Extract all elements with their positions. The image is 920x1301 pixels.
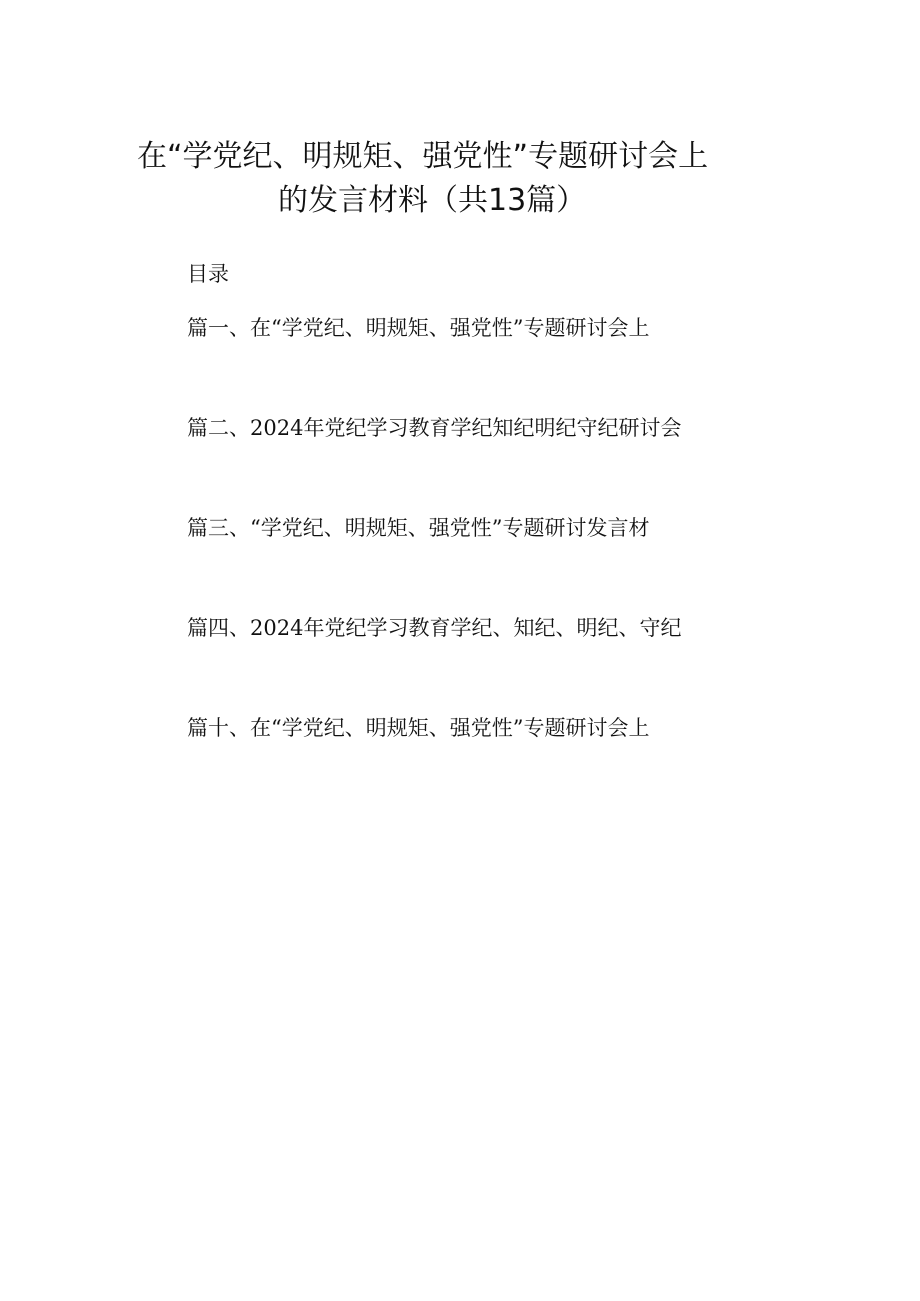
toc-item-2[interactable]: 篇二、2024年党纪学习教育学纪知纪明纪守纪研讨会 <box>187 416 682 440</box>
toc-heading: 目录 <box>187 262 229 286</box>
table-of-contents <box>187 310 747 810</box>
toc-item-5[interactable]: 篇十、在“学党纪、明规矩、强党性”专题研讨会上 <box>187 716 650 740</box>
toc-item-4[interactable]: 篇四、2024年党纪学习教育学纪、知纪、明纪、守纪 <box>187 616 682 640</box>
toc-item-1[interactable]: 篇一、在“学党纪、明规矩、强党性”专题研讨会上 <box>187 316 650 340</box>
document-title-line-1: 在“学党纪、明规矩、强党性”专题研讨会上 <box>137 139 709 174</box>
toc-item-3[interactable]: 篇三、“学党纪、明规矩、强党性”专题研讨发言材 <box>187 516 650 540</box>
document-title-line-2: 的发言材料（共13篇） <box>278 183 587 218</box>
